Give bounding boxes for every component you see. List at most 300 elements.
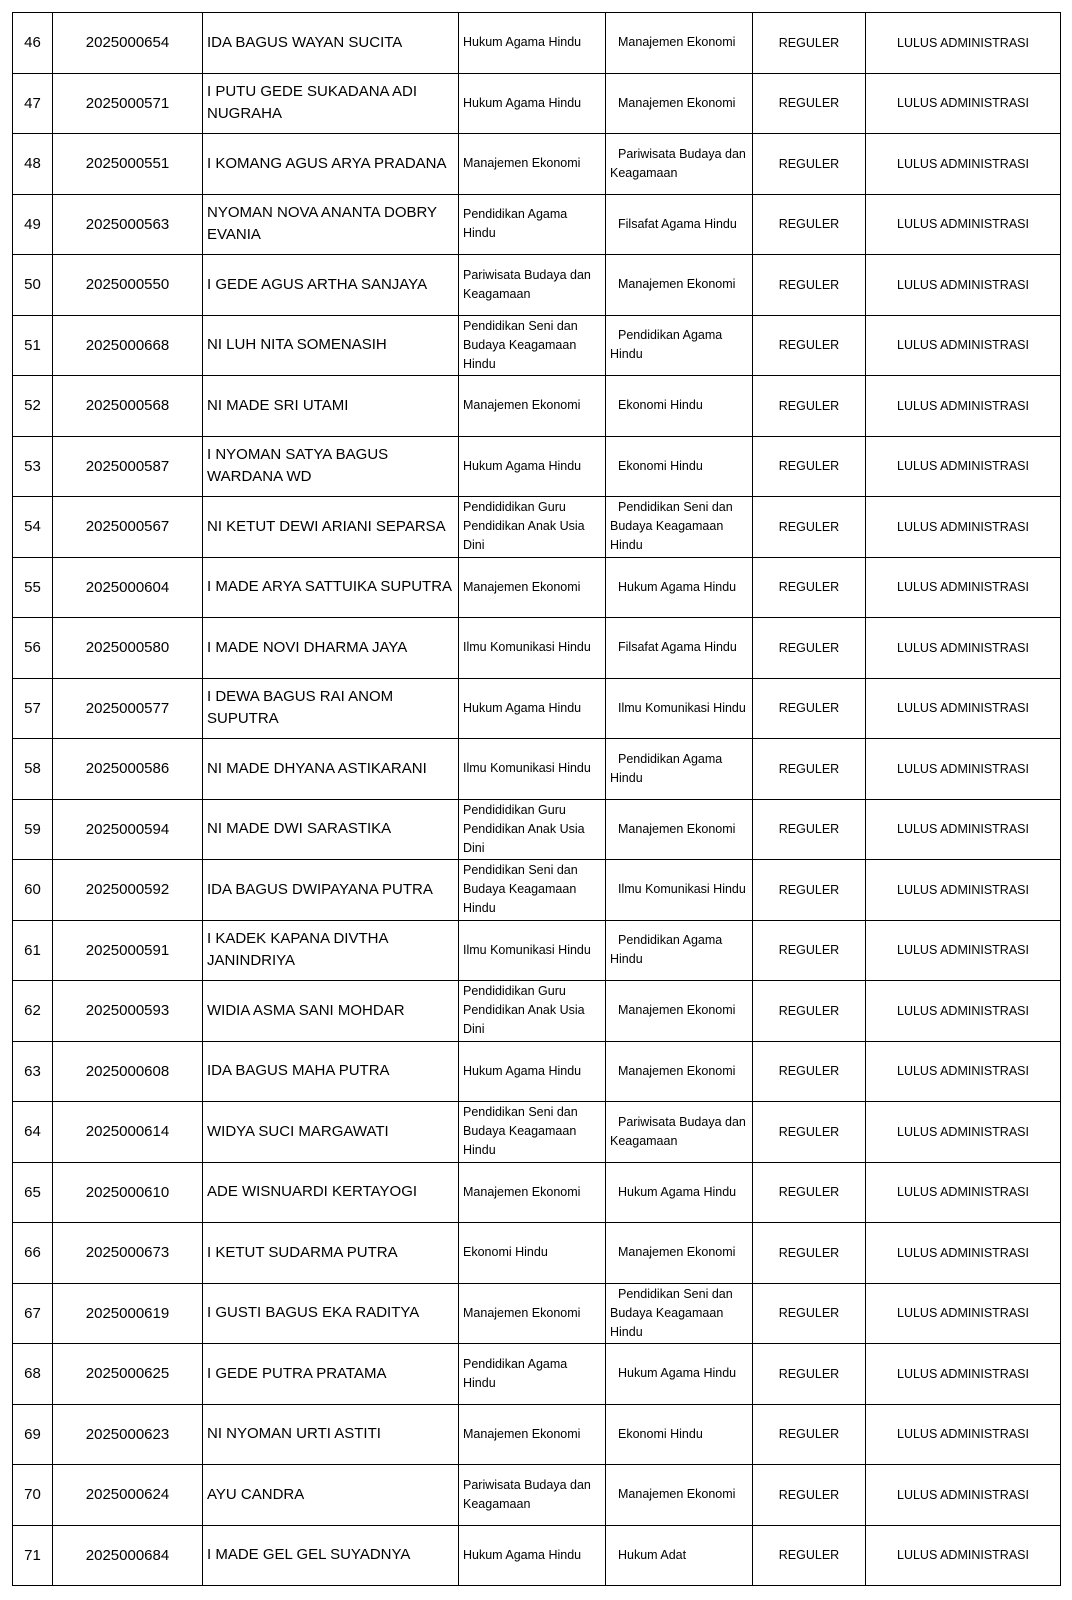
registration-number: [53, 1162, 203, 1223]
status-cell: [866, 1404, 1061, 1465]
status-cell: [866, 255, 1061, 316]
applicant-name: [203, 1041, 459, 1102]
status-cell-text: LULUS ADMINISTRASI: [897, 1427, 1029, 1442]
applicant-name: [203, 1223, 459, 1284]
second-choice-program-text: Pendidikan Agama Hindu: [610, 933, 723, 967]
applicant-name-text: I KOMANG AGUS ARYA PRADANA: [207, 154, 447, 172]
admission-path: [753, 1162, 866, 1223]
admission-path: [753, 799, 866, 860]
second-choice-program-text: Ekonomi Hindu: [618, 1426, 703, 1441]
status-cell-text: LULUS ADMINISTRASI: [897, 822, 1029, 837]
status-cell: [866, 436, 1061, 497]
first-choice-program: [459, 134, 606, 195]
applicant-name: [203, 557, 459, 618]
second-choice-program: [606, 618, 753, 679]
status-cell: [866, 739, 1061, 800]
first-choice-program-text: Hukum Agama Hindu: [463, 458, 582, 473]
row-number-text: 51: [24, 336, 41, 354]
table-row: [13, 1223, 1061, 1284]
status-cell-text: LULUS ADMINISTRASI: [897, 761, 1029, 776]
admission-path-text: REGULER: [778, 398, 840, 413]
admission-path-text: REGULER: [778, 1185, 840, 1200]
status-cell: [866, 1525, 1061, 1586]
row-number-text: 49: [24, 215, 41, 233]
second-choice-program-text: Pariwisata Budaya dan Keagamaan: [610, 1114, 746, 1148]
table-row: [13, 1525, 1061, 1586]
admission-path: [753, 194, 866, 255]
first-choice-program: [459, 315, 606, 376]
registration-number-text: 2025000577: [85, 699, 170, 717]
applicant-name: [203, 73, 459, 134]
table-row: [13, 981, 1061, 1042]
second-choice-program: [606, 1102, 753, 1163]
second-choice-program-text: Filsafat Agama Hindu: [618, 216, 737, 231]
first-choice-program: [459, 799, 606, 860]
status-cell: [866, 678, 1061, 739]
second-choice-program-text: Ilmu Komunikasi Hindu: [618, 882, 746, 897]
admission-path: [753, 678, 866, 739]
first-choice-program-text: Ilmu Komunikasi Hindu: [463, 640, 591, 655]
admission-path: [753, 315, 866, 376]
status-cell: [866, 1162, 1061, 1223]
second-choice-program: [606, 13, 753, 74]
registration-number-text: 2025000673: [85, 1244, 170, 1262]
second-choice-program-text: Manajemen Ekonomi: [618, 821, 736, 836]
admission-path-text: REGULER: [778, 640, 840, 655]
table-row: [13, 134, 1061, 195]
status-cell-text: LULUS ADMINISTRASI: [897, 580, 1029, 595]
table-row: [13, 73, 1061, 134]
admission-path: [753, 860, 866, 921]
admission-path: [753, 1525, 866, 1586]
applicant-name: [203, 1344, 459, 1405]
table-row: [13, 1344, 1061, 1405]
admission-path: [753, 1344, 866, 1405]
row-number-text: 59: [24, 820, 41, 838]
first-choice-program: [459, 376, 606, 437]
second-choice-program: [606, 194, 753, 255]
applicant-name-text: NI MADE DHYANA ASTIKARANI: [207, 759, 427, 777]
status-cell-text: LULUS ADMINISTRASI: [897, 882, 1029, 897]
registration-number: [53, 860, 203, 921]
second-choice-program: [606, 1041, 753, 1102]
table-row: [13, 1283, 1061, 1344]
second-choice-program: [606, 315, 753, 376]
status-cell-text: LULUS ADMINISTRASI: [897, 1245, 1029, 1260]
registration-number: [53, 981, 203, 1042]
admission-path-text: REGULER: [778, 1124, 840, 1139]
admission-path-text: REGULER: [778, 1306, 840, 1321]
registration-number: [53, 1041, 203, 1102]
table-row: [13, 13, 1061, 74]
applicant-name: [203, 799, 459, 860]
registration-number-text: 2025000619: [85, 1304, 170, 1322]
admission-path-text: REGULER: [778, 35, 840, 50]
registration-number: [53, 255, 203, 316]
row-number: [13, 1162, 53, 1223]
first-choice-program-text: Pendidikan Agama Hindu: [463, 1356, 568, 1390]
applicant-name: [203, 13, 459, 74]
first-choice-program: [459, 739, 606, 800]
applicant-name: [203, 1404, 459, 1465]
first-choice-program: [459, 1041, 606, 1102]
status-cell: [866, 134, 1061, 195]
admission-path-text: REGULER: [778, 338, 840, 353]
status-cell: [866, 1283, 1061, 1344]
table-row: [13, 678, 1061, 739]
admission-path: [753, 981, 866, 1042]
registration-number: [53, 1283, 203, 1344]
row-number-text: 57: [24, 699, 41, 717]
row-number-text: 66: [24, 1244, 41, 1262]
row-number-text: 56: [24, 639, 41, 657]
admission-path: [753, 557, 866, 618]
applicant-name-text: AYU CANDRA: [207, 1485, 305, 1503]
status-cell-text: LULUS ADMINISTRASI: [897, 338, 1029, 353]
second-choice-program: [606, 1223, 753, 1284]
row-number: [13, 1041, 53, 1102]
row-number: [13, 678, 53, 739]
registration-number-text: 2025000610: [85, 1183, 170, 1201]
first-choice-program-text: Pendidikan Seni dan Budaya Keagamaan Hindu: [463, 1105, 578, 1158]
status-cell: [866, 376, 1061, 437]
second-choice-program: [606, 557, 753, 618]
second-choice-program-text: Manajemen Ekonomi: [618, 1063, 736, 1078]
admission-path: [753, 13, 866, 74]
second-choice-program-text: Pendidikan Agama Hindu: [610, 751, 723, 785]
row-number: [13, 315, 53, 376]
first-choice-program: [459, 920, 606, 981]
applicant-name-text: I GEDE PUTRA PRATAMA: [207, 1364, 387, 1382]
admission-path-text: REGULER: [778, 217, 840, 232]
applicant-table: [12, 12, 1061, 1586]
second-choice-program-text: Pendidikan Seni dan Budaya Keagamaan Hindu: [610, 500, 733, 553]
second-choice-program-text: Ilmu Komunikasi Hindu: [618, 700, 746, 715]
admission-path: [753, 255, 866, 316]
row-number-text: 64: [24, 1123, 41, 1141]
row-number-text: 50: [24, 276, 41, 294]
row-number-text: 60: [24, 881, 41, 899]
registration-number-text: 2025000550: [85, 276, 170, 294]
first-choice-program-text: Manajemen Ekonomi: [463, 579, 581, 594]
admission-path: [753, 739, 866, 800]
status-cell: [866, 194, 1061, 255]
row-number-text: 52: [24, 397, 41, 415]
second-choice-program-text: Manajemen Ekonomi: [618, 35, 736, 50]
row-number-text: 61: [24, 941, 41, 959]
row-number-text: 71: [24, 1546, 41, 1564]
status-cell: [866, 618, 1061, 679]
row-number: [13, 981, 53, 1042]
registration-number-text: 2025000593: [85, 1002, 170, 1020]
registration-number-text: 2025000591: [85, 941, 170, 959]
applicant-name-text: WIDIA ASMA SANI MOHDAR: [207, 1001, 405, 1019]
applicant-name: [203, 920, 459, 981]
second-choice-program: [606, 73, 753, 134]
row-number: [13, 436, 53, 497]
second-choice-program: [606, 1283, 753, 1344]
registration-number-text: 2025000604: [85, 578, 170, 596]
row-number: [13, 920, 53, 981]
admission-path-text: REGULER: [778, 761, 840, 776]
admission-path-text: REGULER: [778, 459, 840, 474]
second-choice-program: [606, 739, 753, 800]
applicant-name-text: WIDYA SUCI MARGAWATI: [207, 1122, 389, 1140]
registration-number: [53, 1344, 203, 1405]
status-cell-text: LULUS ADMINISTRASI: [897, 1548, 1029, 1563]
status-cell-text: LULUS ADMINISTRASI: [897, 1003, 1029, 1018]
applicant-name: [203, 618, 459, 679]
row-number: [13, 497, 53, 558]
admission-path-text: REGULER: [778, 1427, 840, 1442]
second-choice-program: [606, 799, 753, 860]
registration-number-text: 2025000594: [85, 820, 170, 838]
first-choice-program: [459, 194, 606, 255]
first-choice-program: [459, 557, 606, 618]
second-choice-program: [606, 1525, 753, 1586]
row-number: [13, 1283, 53, 1344]
second-choice-program: [606, 678, 753, 739]
status-cell-text: LULUS ADMINISTRASI: [897, 459, 1029, 474]
registration-number-text: 2025000625: [85, 1365, 170, 1383]
table-row: [13, 860, 1061, 921]
table-row: [13, 1041, 1061, 1102]
applicant-name: [203, 1525, 459, 1586]
first-choice-program: [459, 13, 606, 74]
status-cell: [866, 557, 1061, 618]
applicant-name: [203, 1283, 459, 1344]
admission-path: [753, 73, 866, 134]
registration-number: [53, 73, 203, 134]
status-cell-text: LULUS ADMINISTRASI: [897, 1487, 1029, 1502]
row-number-text: 69: [24, 1425, 41, 1443]
second-choice-program: [606, 255, 753, 316]
registration-number-text: 2025000567: [85, 518, 170, 536]
registration-number-text: 2025000563: [85, 215, 170, 233]
row-number-text: 58: [24, 760, 41, 778]
applicant-name: [203, 981, 459, 1042]
admission-path: [753, 436, 866, 497]
row-number: [13, 13, 53, 74]
admission-path: [753, 1404, 866, 1465]
applicant-name: [203, 497, 459, 558]
second-choice-program: [606, 981, 753, 1042]
admission-path: [753, 920, 866, 981]
first-choice-program: [459, 497, 606, 558]
registration-number-text: 2025000684: [85, 1546, 170, 1564]
status-cell-text: LULUS ADMINISTRASI: [897, 1366, 1029, 1381]
applicant-name-text: I DEWA BAGUS RAI ANOM SUPUTRA: [207, 688, 394, 728]
registration-number-text: 2025000614: [85, 1123, 170, 1141]
row-number-text: 63: [24, 1062, 41, 1080]
registration-number: [53, 13, 203, 74]
first-choice-program-text: Pariwisata Budaya dan Keagamaan: [463, 1477, 591, 1511]
row-number: [13, 134, 53, 195]
table-row: [13, 1404, 1061, 1465]
table-row: [13, 799, 1061, 860]
status-cell: [866, 1041, 1061, 1102]
registration-number: [53, 376, 203, 437]
registration-number: [53, 799, 203, 860]
status-cell-text: LULUS ADMINISTRASI: [897, 217, 1029, 232]
applicant-name: [203, 1162, 459, 1223]
status-cell: [866, 497, 1061, 558]
admission-path-text: REGULER: [778, 519, 840, 534]
admission-path-text: REGULER: [778, 822, 840, 837]
row-number: [13, 557, 53, 618]
first-choice-program: [459, 618, 606, 679]
admission-path: [753, 1283, 866, 1344]
first-choice-program-text: Pendididikan Guru Pendidikan Anak Usia Dini: [463, 984, 585, 1037]
applicant-name: [203, 134, 459, 195]
status-cell-text: LULUS ADMINISTRASI: [897, 156, 1029, 171]
registration-number: [53, 618, 203, 679]
admission-path: [753, 497, 866, 558]
row-number-text: 55: [24, 578, 41, 596]
first-choice-program-text: Pariwisata Budaya dan Keagamaan: [463, 267, 591, 301]
second-choice-program: [606, 1404, 753, 1465]
applicant-name-text: NI KETUT DEWI ARIANI SEPARSA: [207, 517, 446, 535]
first-choice-program-text: Ilmu Komunikasi Hindu: [463, 761, 591, 776]
registration-number: [53, 497, 203, 558]
row-number-text: 53: [24, 457, 41, 475]
first-choice-program: [459, 1102, 606, 1163]
registration-number-text: 2025000580: [85, 639, 170, 657]
second-choice-program: [606, 1465, 753, 1526]
registration-number-text: 2025000571: [85, 94, 170, 112]
status-cell-text: LULUS ADMINISTRASI: [897, 35, 1029, 50]
first-choice-program-text: Manajemen Ekonomi: [463, 156, 581, 171]
row-number-text: 65: [24, 1183, 41, 1201]
admission-path-text: REGULER: [778, 943, 840, 958]
first-choice-program-text: Hukum Agama Hindu: [463, 1063, 582, 1078]
applicant-name-text: I NYOMAN SATYA BAGUS WARDANA WD: [207, 446, 389, 486]
registration-number-text: 2025000623: [85, 1425, 170, 1443]
second-choice-program-text: Hukum Agama Hindu: [618, 1366, 737, 1381]
first-choice-program-text: Manajemen Ekonomi: [463, 398, 581, 413]
status-cell-text: LULUS ADMINISTRASI: [897, 398, 1029, 413]
row-number: [13, 376, 53, 437]
first-choice-program: [459, 1404, 606, 1465]
admission-path: [753, 376, 866, 437]
first-choice-program-text: Hukum Agama Hindu: [463, 700, 582, 715]
status-cell-text: LULUS ADMINISTRASI: [897, 277, 1029, 292]
status-cell-text: LULUS ADMINISTRASI: [897, 701, 1029, 716]
first-choice-program-text: Manajemen Ekonomi: [463, 1305, 581, 1320]
admission-path-text: REGULER: [778, 156, 840, 171]
row-number-text: 62: [24, 1002, 41, 1020]
row-number: [13, 1223, 53, 1284]
admission-path-text: REGULER: [778, 1548, 840, 1563]
applicant-name-text: I MADE NOVI DHARMA JAYA: [207, 638, 408, 656]
second-choice-program: [606, 920, 753, 981]
first-choice-program: [459, 1525, 606, 1586]
second-choice-program-text: Pendidikan Agama Hindu: [610, 328, 723, 362]
first-choice-program-text: Manajemen Ekonomi: [463, 1184, 581, 1199]
table-row: [13, 194, 1061, 255]
applicant-name: [203, 436, 459, 497]
registration-number-text: 2025000654: [85, 34, 170, 52]
row-number-text: 70: [24, 1486, 41, 1504]
table-row: [13, 1465, 1061, 1526]
applicant-name-text: NYOMAN NOVA ANANTA DOBRY EVANIA: [207, 204, 437, 244]
registration-number: [53, 194, 203, 255]
table-row: [13, 255, 1061, 316]
applicant-name: [203, 739, 459, 800]
status-cell: [866, 1344, 1061, 1405]
admission-path-text: REGULER: [778, 701, 840, 716]
second-choice-program-text: Ekonomi Hindu: [618, 458, 703, 473]
status-cell: [866, 920, 1061, 981]
first-choice-program-text: Hukum Agama Hindu: [463, 35, 582, 50]
row-number: [13, 618, 53, 679]
table-row: [13, 315, 1061, 376]
status-cell-text: LULUS ADMINISTRASI: [897, 943, 1029, 958]
first-choice-program-text: Pendidikan Seni dan Budaya Keagamaan Hindu: [463, 318, 578, 371]
registration-number: [53, 1404, 203, 1465]
admission-path: [753, 1223, 866, 1284]
second-choice-program: [606, 1162, 753, 1223]
second-choice-program-text: Hukum Adat: [618, 1547, 687, 1562]
first-choice-program-text: Pendidikan Seni dan Budaya Keagamaan Hindu: [463, 863, 578, 916]
row-number: [13, 1344, 53, 1405]
registration-number: [53, 739, 203, 800]
admission-path-text: REGULER: [778, 1064, 840, 1079]
registration-number: [53, 1102, 203, 1163]
admission-path: [753, 618, 866, 679]
row-number: [13, 1525, 53, 1586]
applicant-name: [203, 194, 459, 255]
status-cell: [866, 799, 1061, 860]
first-choice-program-text: Ekonomi Hindu: [463, 1245, 548, 1260]
status-cell: [866, 73, 1061, 134]
applicant-name-text: I GUSTI BAGUS EKA RADITYA: [207, 1304, 420, 1322]
status-cell: [866, 315, 1061, 376]
applicant-name-text: IDA BAGUS WAYAN SUCITA: [207, 33, 403, 51]
table-row: [13, 436, 1061, 497]
first-choice-program: [459, 1223, 606, 1284]
row-number-text: 48: [24, 155, 41, 173]
admission-path-text: REGULER: [778, 277, 840, 292]
admission-path-text: REGULER: [778, 882, 840, 897]
second-choice-program-text: Hukum Agama Hindu: [618, 579, 737, 594]
first-choice-program-text: Hukum Agama Hindu: [463, 95, 582, 110]
applicant-name-text: IDA BAGUS DWIPAYANA PUTRA: [207, 880, 433, 898]
registration-number-text: 2025000624: [85, 1486, 170, 1504]
second-choice-program-text: Pariwisata Budaya dan Keagamaan: [610, 146, 746, 180]
first-choice-program: [459, 981, 606, 1042]
applicant-name-text: ADE WISNUARDI KERTAYOGI: [207, 1183, 418, 1201]
registration-number-text: 2025000668: [85, 336, 170, 354]
row-number: [13, 194, 53, 255]
first-choice-program: [459, 73, 606, 134]
status-cell-text: LULUS ADMINISTRASI: [897, 519, 1029, 534]
applicant-name-text: NI MADE DWI SARASTIKA: [207, 820, 392, 838]
applicant-name: [203, 678, 459, 739]
applicant-name-text: I MADE ARYA SATTUIKA SUPUTRA: [207, 578, 453, 596]
first-choice-program: [459, 1162, 606, 1223]
applicant-name-text: I MADE GEL GEL SUYADNYA: [207, 1546, 411, 1564]
first-choice-program: [459, 1344, 606, 1405]
second-choice-program-text: Manajemen Ekonomi: [618, 95, 736, 110]
row-number-text: 47: [24, 94, 41, 112]
registration-number-text: 2025000586: [85, 760, 170, 778]
applicant-name: [203, 860, 459, 921]
second-choice-program: [606, 497, 753, 558]
applicant-name-text: NI NYOMAN URTI ASTITI: [207, 1425, 381, 1443]
status-cell-text: LULUS ADMINISTRASI: [897, 1124, 1029, 1139]
status-cell-text: LULUS ADMINISTRASI: [897, 96, 1029, 111]
